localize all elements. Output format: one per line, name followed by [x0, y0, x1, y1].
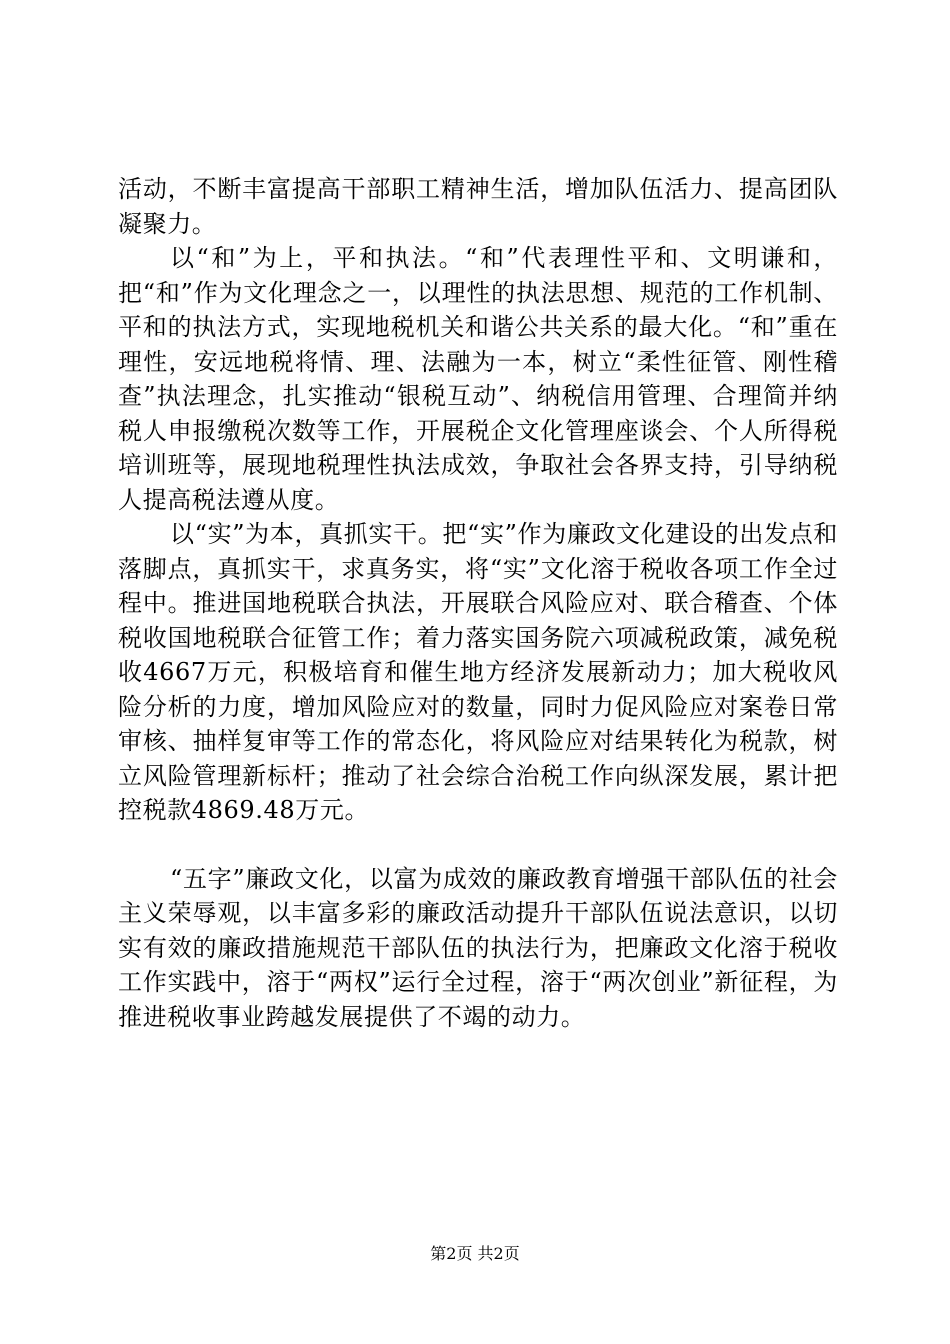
paragraph-conclusion: “五字”廉政文化，以富为成效的廉政教育增强干部队伍的社会主义荣辱观，以丰富多彩的廉政活动提升干部队伍说法意识，以切实有效的廉政措施规范干部队伍的执法行为，把廉政文化溶于税收工作实践中，溶于“两权”运行全过程，溶于“两次创业”新征程，为推进税收事业跨越发展提供了不竭的动力。	[118, 864, 838, 1031]
document-body	[118, 172, 838, 1034]
paragraph-shi-section: 以“实”为本，真抓实干。把“实”作为廉政文化建设的出发点和落脚点，真抓实干，求真务实，将“实”文化溶于税收各项工作全过程中。推进国地税联合执法，开展联合风险应对、联合稽查、个体税收国地税联合征管工作；着力落实国务院六项减税政策，减免税收4667万元，积极培育和催生地方经济发展新动力；加大税收风险分析的力度，增加风险应对的数量，同时力促风险应对案卷日常审核、抽样复审等工作的常态化，将风险应对结果转化为税款，树立风险管理新标杆；推动了社会综合治税工作向纵深发展，累计把控税款4869.48万元。	[118, 520, 838, 824]
page-number-label: 第2页 共2页	[430, 1244, 520, 1263]
paragraph-continuation: 活动，不断丰富提高干部职工精神生活，增加队伍活力、提高团队凝聚力。	[118, 175, 838, 238]
paragraph-he-section: 以“和”为上，平和执法。“和”代表理性平和、文明谦和，把“和”作为文化理念之一，以理性的执法思想、规范的工作机制、平和的执法方式，实现地税机关和谐公共关系的最大化。“和”重在理性，安远地税将情、理、法融为一本，树立“柔性征管、刚性稽查”执法理念，扎实推动“银税互动”、纳税信用管理、合理简并纳税人申报缴税次数等工作，开展税企文化管理座谈会、个人所得税培训班等，展现地税理性执法成效，争取社会各界支持，引导纳税人提高税法遵从度。	[118, 244, 838, 514]
page-footer	[0, 1243, 950, 1265]
